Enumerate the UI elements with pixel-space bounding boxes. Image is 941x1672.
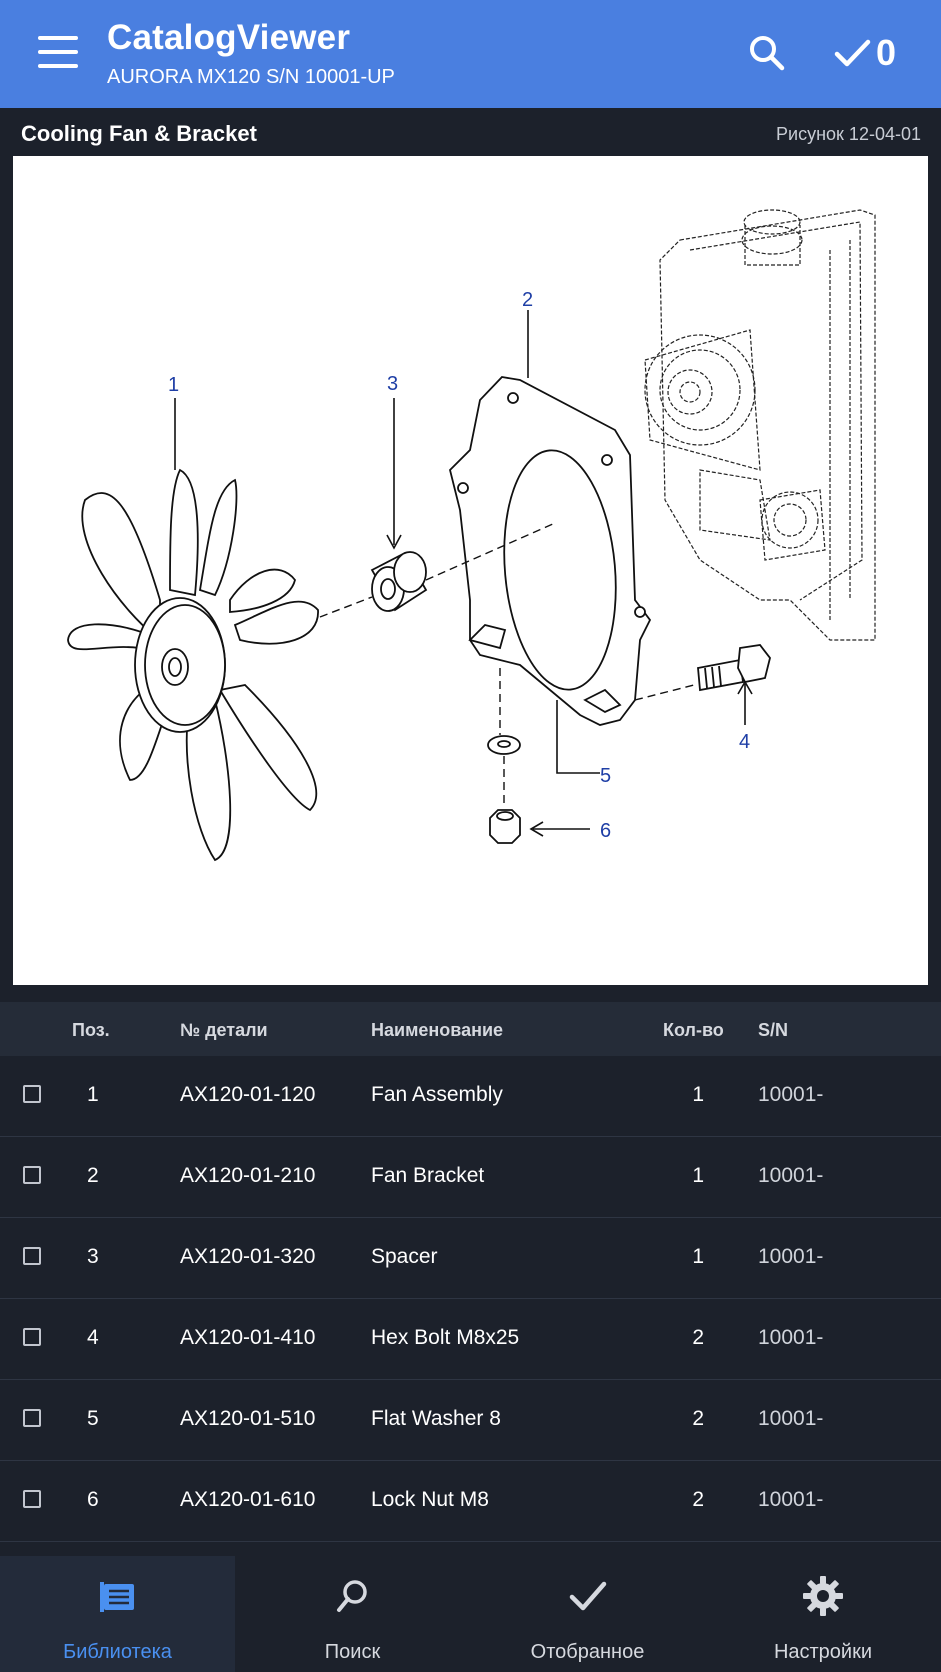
callout-5[interactable]: 5 xyxy=(600,765,612,787)
nav-search-label: Поиск xyxy=(324,1641,381,1663)
table-row[interactable] xyxy=(0,1056,941,1137)
callout-2[interactable]: 2 xyxy=(522,289,534,311)
lock-nut-illustration xyxy=(490,810,520,843)
row-qty: 2 xyxy=(692,1407,704,1430)
row-qty: 1 xyxy=(692,1245,704,1268)
row-checkbox[interactable] xyxy=(23,1490,41,1508)
row-pos: 4 xyxy=(87,1326,99,1349)
callout-4[interactable]: 4 xyxy=(739,731,751,753)
row-part-number: AX120-01-120 xyxy=(180,1083,316,1106)
figure-number: Рисунок 12-04-01 xyxy=(776,124,921,144)
nav-settings[interactable] xyxy=(705,1556,941,1672)
row-name: Spacer xyxy=(371,1245,438,1268)
header-name: Наименование xyxy=(371,1020,504,1040)
library-icon xyxy=(96,1574,140,1618)
row-checkbox[interactable] xyxy=(23,1328,41,1346)
row-sn: 10001- xyxy=(758,1164,824,1187)
menu-icon-bar xyxy=(38,50,78,54)
table-row[interactable] xyxy=(0,1299,941,1380)
header-qty: Кол-во xyxy=(663,1020,724,1040)
row-qty: 2 xyxy=(692,1326,704,1349)
row-qty: 1 xyxy=(692,1083,704,1106)
nav-selected[interactable] xyxy=(470,1556,705,1672)
hex-bolt-illustration xyxy=(698,645,770,690)
gear-icon xyxy=(801,1574,845,1618)
menu-button[interactable] xyxy=(36,32,80,76)
spacer-illustration xyxy=(372,552,426,611)
row-part-number: AX120-01-320 xyxy=(180,1245,316,1268)
row-sn: 10001- xyxy=(758,1326,824,1349)
row-sn: 10001- xyxy=(758,1245,824,1268)
row-qty: 1 xyxy=(692,1164,704,1187)
row-checkbox[interactable] xyxy=(23,1166,41,1184)
nav-selected-label: Отобранное xyxy=(530,1641,645,1663)
row-pos: 5 xyxy=(87,1407,99,1430)
row-name: Fan Assembly xyxy=(371,1083,503,1106)
callout-3[interactable]: 3 xyxy=(387,373,399,395)
parts-table xyxy=(0,1056,941,1542)
row-pos: 3 xyxy=(87,1245,99,1268)
bottom-navigation xyxy=(0,1556,941,1672)
figure-title: Cooling Fan & Bracket xyxy=(21,121,257,146)
table-row[interactable] xyxy=(0,1461,941,1542)
row-pos: 2 xyxy=(87,1164,99,1187)
row-sn: 10001- xyxy=(758,1083,824,1106)
row-name: Hex Bolt M8x25 xyxy=(371,1326,520,1349)
parts-diagram xyxy=(13,156,928,985)
search-button[interactable] xyxy=(744,30,790,76)
row-checkbox[interactable] xyxy=(23,1247,41,1265)
check-icon xyxy=(566,1574,610,1618)
row-name: Lock Nut M8 xyxy=(371,1488,489,1511)
exploded-parts-drawing[interactable] xyxy=(13,156,928,985)
selected-items-button[interactable] xyxy=(832,30,896,76)
selected-count: 0 xyxy=(876,32,897,73)
header-pos: Поз. xyxy=(72,1020,110,1040)
row-sn: 10001- xyxy=(758,1488,824,1511)
row-part-number: AX120-01-510 xyxy=(180,1407,316,1430)
engine-block-illustration xyxy=(645,210,875,640)
header-part-number: № детали xyxy=(180,1020,268,1040)
figure-header xyxy=(0,108,941,155)
header-sn: S/N xyxy=(758,1020,789,1040)
menu-icon-bar xyxy=(38,36,78,40)
row-name: Flat Washer 8 xyxy=(371,1407,501,1430)
parts-table-header xyxy=(0,1002,941,1056)
app-subtitle: AURORA MX120 S/N 10001-UP xyxy=(107,66,395,88)
app-title: CatalogViewer xyxy=(107,18,351,57)
row-name: Fan Bracket xyxy=(371,1164,485,1187)
row-qty: 2 xyxy=(692,1488,704,1511)
row-checkbox[interactable] xyxy=(23,1085,41,1103)
table-row[interactable] xyxy=(0,1218,941,1299)
row-part-number: AX120-01-610 xyxy=(180,1488,316,1511)
app-bar xyxy=(0,0,941,108)
callout-1[interactable]: 1 xyxy=(168,374,180,396)
row-pos: 6 xyxy=(87,1488,99,1511)
search-icon xyxy=(331,1574,375,1618)
row-pos: 1 xyxy=(87,1083,99,1106)
nav-settings-label: Настройки xyxy=(773,1641,873,1663)
fan-assembly-illustration xyxy=(68,470,318,860)
menu-icon-bar xyxy=(38,64,78,68)
search-icon xyxy=(744,30,790,76)
callout-6[interactable]: 6 xyxy=(600,820,612,842)
nav-library-label: Библиотека xyxy=(63,1641,172,1663)
flat-washer-illustration xyxy=(488,736,520,754)
row-sn: 10001- xyxy=(758,1407,824,1430)
table-row[interactable] xyxy=(0,1137,941,1218)
fan-bracket-illustration xyxy=(450,377,650,725)
check-icon xyxy=(832,33,872,73)
row-part-number: AX120-01-410 xyxy=(180,1326,316,1349)
table-row[interactable] xyxy=(0,1380,941,1461)
row-checkbox[interactable] xyxy=(23,1409,41,1427)
nav-search[interactable] xyxy=(235,1556,470,1672)
nav-library[interactable] xyxy=(0,1556,235,1672)
row-part-number: AX120-01-210 xyxy=(180,1164,316,1187)
